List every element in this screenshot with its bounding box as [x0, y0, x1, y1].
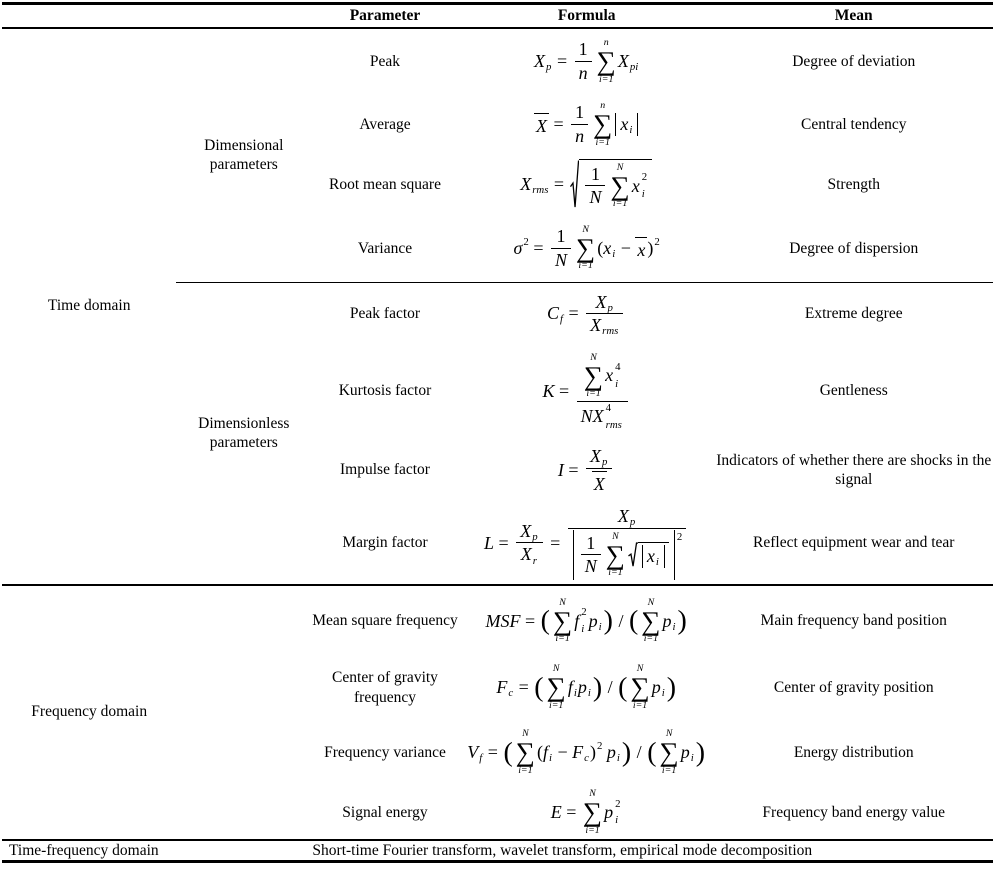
parameter-cell: Variance	[311, 215, 459, 283]
mean-cell: Center of gravity position	[773, 678, 934, 696]
formula-cell	[459, 657, 715, 719]
formula-cell	[459, 345, 715, 438]
formula-cell	[459, 438, 715, 503]
parameter-cell: Frequency variance	[324, 743, 446, 761]
header-parameter: Parameter	[311, 4, 459, 28]
formula-peak: X p = $\frac{1}{n}$ n ∑ i=1 X pi	[534, 37, 639, 85]
group-cell-empty	[176, 585, 311, 840]
row-peak	[2, 28, 993, 95]
methods-cell: Short-time Fourier transform, wavelet transform, empirical mode decomposition	[312, 841, 813, 859]
mean-cell: Indicators of whether there are shocks in the signal	[716, 451, 992, 488]
mean-cell: Degree of deviation	[792, 52, 916, 70]
formula-average: X = $\frac{1}{n}$ n ∑ i=1 x i	[534, 100, 639, 148]
parameter-cell: Peak factor	[349, 305, 421, 323]
header-formula: Formula	[459, 4, 715, 28]
domain-cell-time: Time domain	[2, 28, 176, 585]
parameter-cell: Impulse factor	[340, 461, 430, 479]
parameter-cell: Average	[359, 115, 411, 133]
parameter-cell: Root mean square	[329, 175, 441, 193]
formula-kurtosis: K = N ∑ i=1 x 4 i NX 4 rms	[542, 352, 630, 431]
formula-cell	[459, 719, 715, 787]
formula-msf: MSF = ( N ∑ i=1 f 2 i p i ) / ( N ∑ i=1 p i )	[485, 596, 687, 645]
row-time-frequency	[2, 840, 993, 862]
group-cell-dimensionless: Dimensionless parameters	[176, 283, 311, 585]
formula-margin: L = X p X r = X p $\frac{1}{N}$ N ∑ i=1 x i 2	[484, 506, 689, 580]
parameter-cell: Center of gravity frequency	[332, 669, 438, 706]
formula-cell	[459, 95, 715, 155]
parameter-cell: Signal energy	[311, 787, 459, 840]
row-msf	[2, 585, 993, 657]
header-mean: Mean	[715, 4, 994, 28]
parameters-table	[2, 2, 993, 863]
formula-cell	[459, 28, 715, 95]
mean-cell: Extreme degree	[804, 305, 903, 323]
formula-gravity: F c = ( N ∑ i=1 f i p i ) / ( N ∑ i=1 p i )	[496, 663, 676, 711]
mean-cell: Energy distribution	[793, 743, 914, 761]
mean-cell: Reflect equipment wear and tear	[715, 503, 994, 585]
formula-rms: X rms = $\frac{1}{N}$ N ∑ i=1 x 2 i	[520, 159, 653, 210]
parameter-cell: Mean square frequency	[312, 612, 458, 630]
header-domain-spacer	[2, 4, 176, 28]
formula-variance: σ 2 = $\frac{1}{N}$ N ∑ i=1 ( x i − x ) 2	[513, 224, 660, 272]
formula-impulse: I = X p X	[558, 446, 616, 494]
domain-cell-frequency: Frequency domain	[2, 585, 176, 840]
mean-cell: Main frequency band position	[760, 612, 947, 630]
domain-cell-time-frequency: Time-frequency domain	[9, 841, 159, 859]
formula-cell	[459, 503, 715, 585]
formula-freq-variance: V f = ( N ∑ i=1 ( f i − F c ) 2 p i ) / ( N ∑ i=1 p i )	[467, 728, 706, 776]
formula-peak-factor: C f = X p X rms	[547, 292, 626, 336]
formula-cell	[459, 215, 715, 283]
header-group-spacer	[176, 4, 311, 28]
header-row	[2, 4, 993, 28]
parameter-cell: Margin factor	[311, 503, 459, 585]
parameter-cell: Kurtosis factor	[338, 382, 432, 400]
mean-cell: Strength	[827, 175, 881, 193]
formula-cell	[459, 155, 715, 215]
mean-cell: Degree of dispersion	[715, 215, 994, 283]
mean-cell: Central tendency	[801, 115, 907, 133]
mean-cell: Gentleness	[819, 382, 888, 400]
formula-cell	[459, 585, 715, 657]
group-cell-dimensional: Dimensional parameters	[176, 28, 311, 283]
mean-cell: Frequency band energy value	[715, 787, 994, 840]
formula-cell	[459, 283, 715, 345]
formula-cell	[459, 787, 715, 840]
parameter-cell: Peak	[369, 52, 401, 70]
formula-energy: E = N ∑ i=1 p 2 i	[550, 788, 621, 836]
